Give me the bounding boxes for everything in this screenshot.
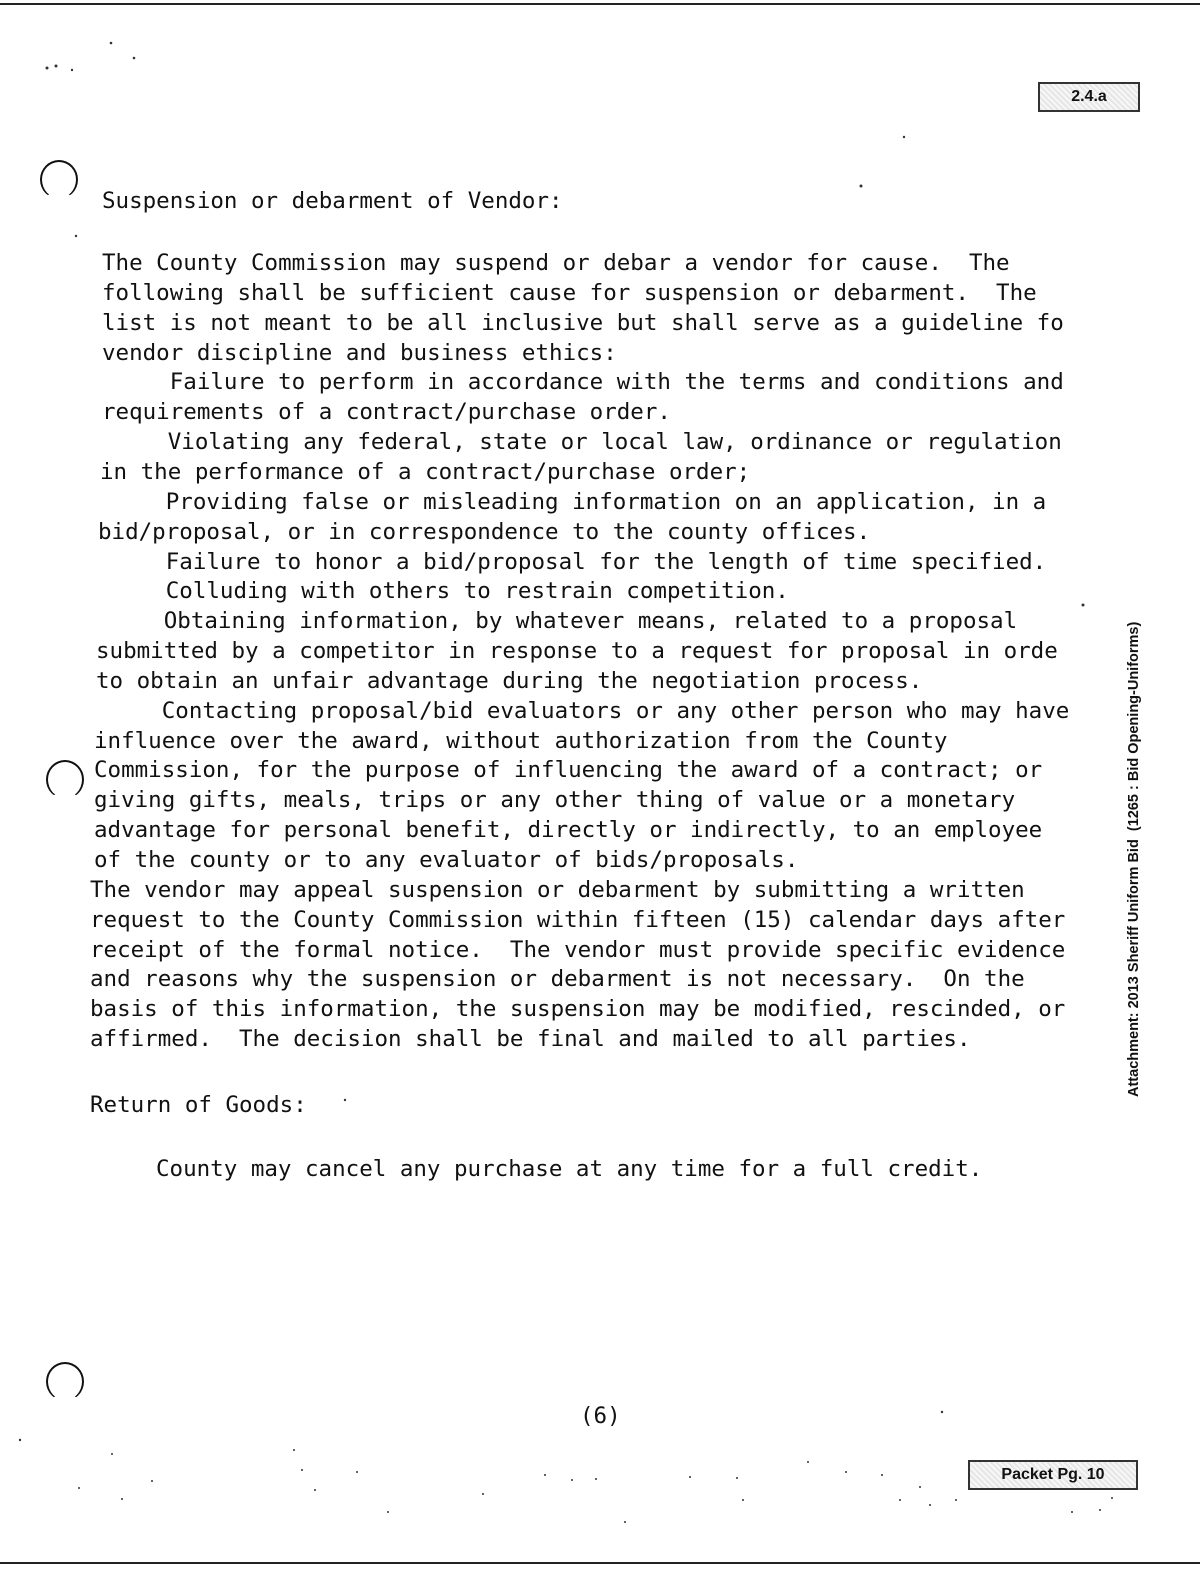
return-of-goods-text: County may cancel any purchase at any time for a full credit.	[156, 1156, 983, 1182]
body-line: The vendor may appeal suspension or debarment by submitting a written	[90, 876, 1025, 903]
heading-return-of-goods: Return of Goods:	[90, 1092, 307, 1118]
body-line: and reasons why the suspension or debarment is not necessary. On the	[90, 966, 1025, 993]
body-line: of the county or to any evaluator of bids/proposals.	[94, 847, 799, 873]
body-line: request to the County Commission within fifteen (15) calendar days after	[90, 906, 1066, 933]
body-line: Violating any federal, state or local law, ordinance or regulation	[100, 429, 1062, 456]
body-line: submitted by a competitor in response to a request for proposal in orde	[96, 638, 1058, 665]
body-line: Obtaining information, by whatever means, related to a proposal	[96, 608, 1018, 635]
body-line: affirmed. The decision shall be final and mailed to all parties.	[90, 1026, 971, 1053]
body-line: Contacting proposal/bid evaluators or any other person who may have	[94, 697, 1070, 724]
attachment-side-label: Attachment: 2013 Sheriff Uniform Bid (1265 : Bid Opening-Uniforms)	[1126, 621, 1142, 1097]
body-line: influence over the award, without authorization from the County	[94, 727, 948, 754]
body-line: bid/proposal, or in correspondence to the county offices.	[98, 518, 871, 545]
body-line: vendor discipline and business ethics:	[102, 339, 617, 366]
body-line: list is not meant to be all inclusive but shall serve as a guideline fo	[102, 309, 1064, 336]
body-line: receipt of the formal notice. The vendor must provide specific evidence	[90, 936, 1066, 963]
body-line: in the performance of a contract/purchase order;	[100, 458, 751, 485]
body-line: The County Commission may suspend or debar a vendor for cause. The	[102, 250, 1010, 276]
body-line: advantage for personal benefit, directly or indirectly, to an employee	[94, 817, 1043, 844]
heading-suspension: Suspension or debarment of Vendor:	[102, 188, 563, 214]
body-line: requirements of a contract/purchase order.	[102, 399, 671, 426]
section-badge: 2.4.a	[1038, 82, 1140, 112]
body-line: Failure to honor a bid/proposal for the length of time specified.	[98, 548, 1047, 575]
body-line: Commission, for the purpose of influencing the award of a contract; or	[94, 757, 1043, 784]
body-line: giving gifts, meals, trips or any other thing of value or a monetary	[94, 787, 1016, 814]
body-line: following shall be sufficient cause for suspension or debarment. The	[102, 279, 1037, 306]
bottom-border	[0, 1562, 1200, 1564]
page-number: (6)	[580, 1403, 621, 1429]
body-line: basis of this information, the suspension may be modified, rescinded, or	[90, 996, 1066, 1023]
body-line: Colluding with others to restrain competition.	[98, 578, 789, 605]
body-line: Failure to perform in accordance with the terms and conditions and	[102, 369, 1064, 396]
body-line: to obtain an unfair advantage during the negotiation process.	[96, 667, 923, 694]
body-line: Providing false or misleading information on an application, in a	[98, 488, 1047, 515]
packet-page-badge: Packet Pg. 10	[968, 1460, 1138, 1490]
